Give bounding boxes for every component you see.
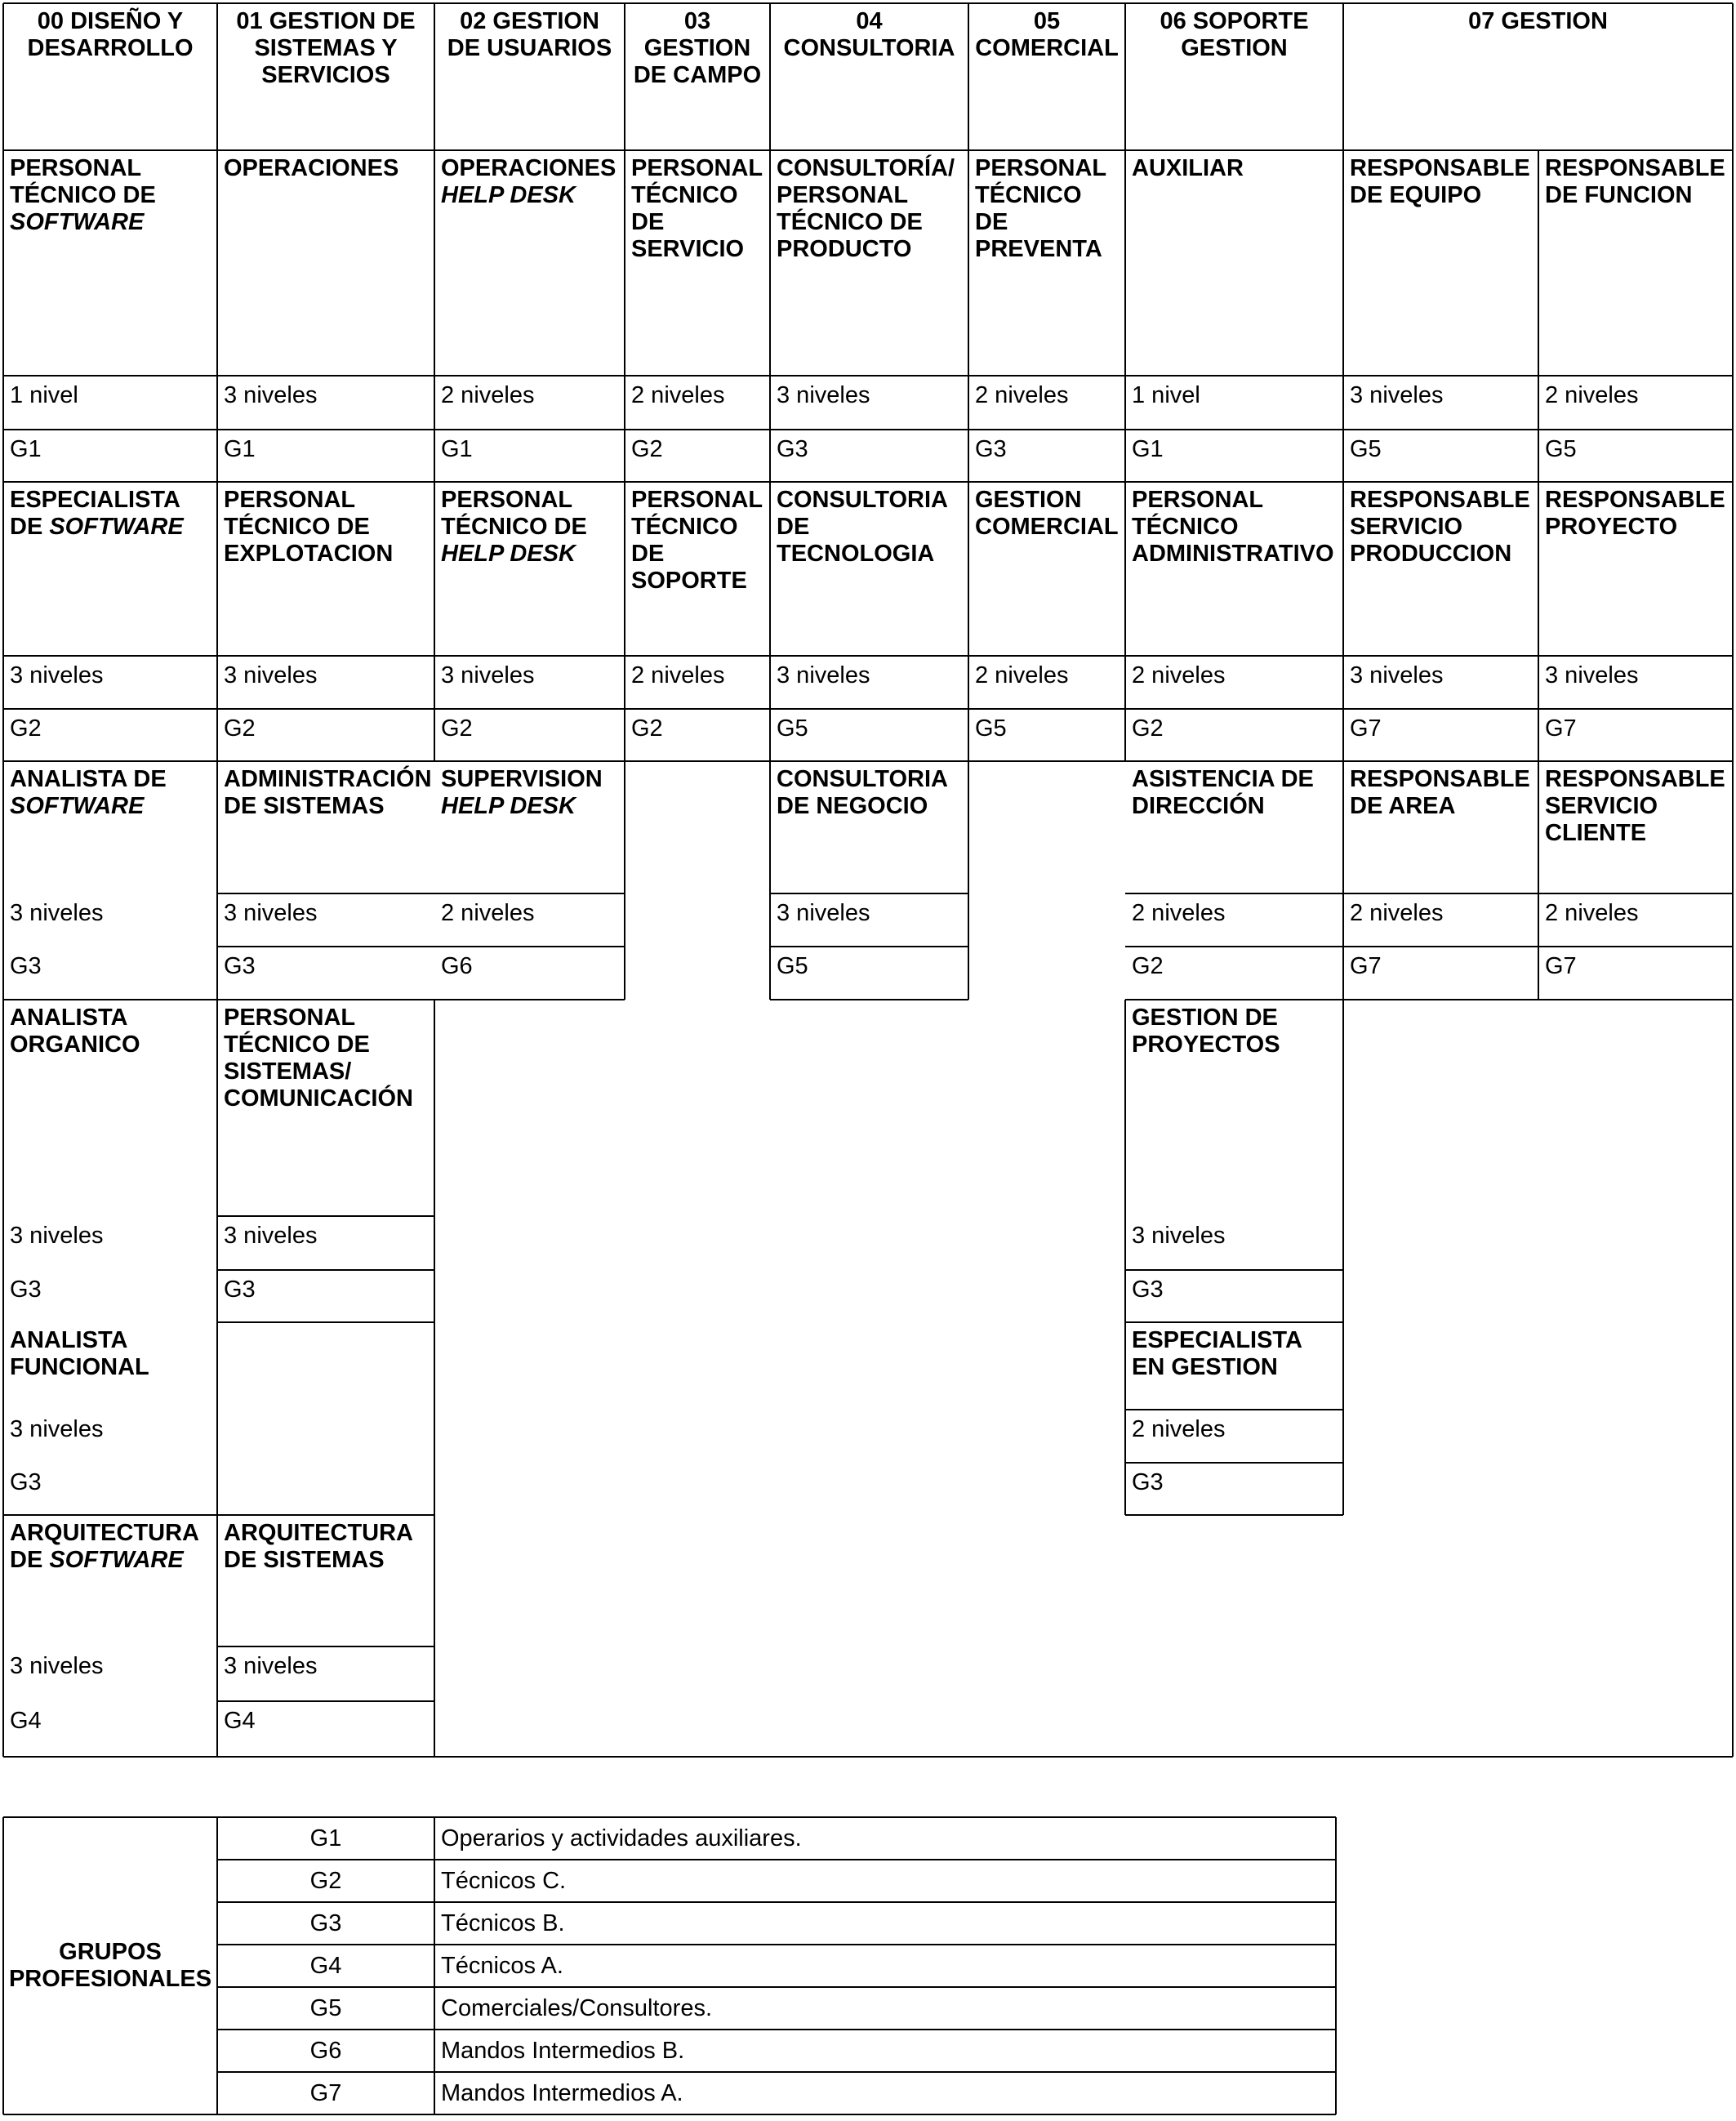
- group-code: G2: [10, 715, 42, 742]
- legend-group-code: G5: [309, 1995, 342, 2021]
- job-title: RESPONSABLE SERVICIO CLIENTE: [1545, 766, 1725, 846]
- table-rule: [434, 1000, 435, 1322]
- levels: 3 niveles: [777, 662, 870, 688]
- legend-rule: [434, 1817, 435, 2114]
- table-rule: [217, 893, 625, 894]
- table-rule: [1125, 893, 1733, 894]
- group-code: G2: [631, 715, 663, 742]
- job-title: [3, 482, 217, 656]
- job-title-text: ARQUITECTURA DE: [10, 1520, 198, 1573]
- job-title: RESPONSABLE PROYECTO: [1545, 487, 1725, 540]
- table-rule: [770, 999, 968, 1000]
- legend-group-code: G3: [309, 1910, 342, 1936]
- levels: 2 niveles: [1132, 900, 1226, 926]
- legend-rule: [217, 2029, 1336, 2030]
- job-title-text: OPERACIONES: [441, 155, 617, 181]
- table-rule: [769, 3, 771, 761]
- legend-group-description: Comerciales/Consultores.: [441, 1995, 713, 2021]
- group-code: G4: [10, 1708, 42, 1734]
- levels: 1 nivel: [10, 382, 78, 408]
- table-rule: [770, 893, 968, 894]
- job-title-italic: SOFTWARE: [10, 793, 145, 819]
- table-rule: [1125, 999, 1733, 1000]
- job-title: RESPONSABLE DE FUNCION: [1545, 155, 1725, 208]
- table-rule: [3, 1514, 434, 1516]
- levels: 3 niveles: [224, 382, 318, 408]
- group-code: G7: [1545, 953, 1577, 979]
- job-title: PERSONAL TÉCNICO DE SISTEMAS/ COMUNICACIÓN: [224, 1005, 413, 1112]
- group-code: G7: [1350, 715, 1382, 742]
- group-code: G3: [777, 436, 808, 462]
- legend-rule: [217, 1901, 1336, 1903]
- table-rule: [1125, 1409, 1343, 1410]
- legend-group-description: Operarios y actividades auxiliares.: [441, 1825, 802, 1851]
- job-title: ASISTENCIA DE DIRECCIÓN: [1132, 766, 1314, 819]
- job-title: PERSONAL TÉCNICO DE SOPORTE: [631, 487, 763, 594]
- group-code: G3: [10, 953, 42, 979]
- table-rule: [1538, 150, 1539, 1000]
- job-title: CONSULTORÍA/ PERSONAL TÉCNICO DE PRODUCTO: [777, 155, 955, 262]
- job-title-italic: SOFTWARE: [10, 209, 145, 235]
- table-rule: [1125, 1462, 1343, 1464]
- job-title: [434, 482, 625, 656]
- group-code: G3: [224, 1277, 256, 1303]
- job-title-italic: HELP DESK: [441, 182, 576, 208]
- legend-group-description: Mandos Intermedios B.: [441, 2038, 685, 2064]
- legend-group-description: Técnicos B.: [441, 1910, 565, 1936]
- legend-group-code: G7: [309, 2080, 342, 2106]
- job-title: [3, 150, 217, 376]
- levels: 3 niveles: [777, 382, 870, 408]
- legend-rule: [1335, 1817, 1337, 2114]
- group-code: G7: [1350, 953, 1382, 979]
- levels: 3 niveles: [10, 1223, 104, 1249]
- table-rule: [769, 761, 771, 1000]
- levels: 3 niveles: [224, 662, 318, 688]
- column-header: 02 GESTION DE USUARIOS: [447, 8, 612, 61]
- job-title: PERSONAL TÉCNICO ADMINISTRATIVO: [1132, 487, 1334, 567]
- legend-group-code: G1: [309, 1825, 342, 1851]
- group-code: G3: [1132, 1469, 1164, 1495]
- job-title: ANALISTA FUNCIONAL: [10, 1327, 149, 1380]
- group-code: G6: [441, 953, 473, 979]
- levels: 2 niveles: [1132, 1416, 1226, 1442]
- levels: 1 nivel: [1132, 382, 1200, 408]
- table-rule: [1125, 1321, 1343, 1323]
- table-rule: [3, 481, 1733, 483]
- job-title: CONSULTORIA DE NEGOCIO: [777, 766, 947, 819]
- levels: 3 niveles: [1350, 662, 1444, 688]
- levels: 3 niveles: [1350, 382, 1444, 408]
- legend-group-description: Mandos Intermedios A.: [441, 2080, 683, 2106]
- legend-group-code: G6: [309, 2038, 342, 2064]
- job-title-text: ESPECIALISTA DE: [10, 487, 180, 540]
- levels: 3 niveles: [10, 1416, 104, 1442]
- table-rule: [217, 1700, 434, 1702]
- legend-label: GRUPOS PROFESIONALES: [8, 1939, 212, 1992]
- table-rule: [3, 149, 1733, 151]
- levels: 3 niveles: [10, 900, 104, 926]
- table-rule: [1124, 3, 1126, 761]
- job-title-italic: HELP DESK: [441, 793, 576, 819]
- group-code: G2: [224, 715, 256, 742]
- group-code: G1: [224, 436, 256, 462]
- job-title: PERSONAL TÉCNICO DE PREVENTA: [975, 155, 1106, 262]
- table-rule: [217, 1646, 434, 1647]
- job-title: GESTION DE PROYECTOS: [1132, 1005, 1280, 1058]
- column-header: 04 CONSULTORIA: [783, 8, 955, 61]
- legend-group-code: G2: [309, 1868, 342, 1894]
- column-header: 00 DISEÑO Y DESARROLLO: [27, 8, 194, 61]
- levels: 2 niveles: [1545, 900, 1639, 926]
- table-rule: [1125, 1514, 1343, 1516]
- job-title: ARQUITECTURA DE SISTEMAS: [224, 1520, 412, 1573]
- group-code: G3: [10, 1277, 42, 1303]
- legend-rule: [2, 1817, 4, 2114]
- table-rule: [1125, 1269, 1343, 1271]
- table-rule: [1125, 946, 1733, 947]
- group-code: G3: [10, 1469, 42, 1495]
- job-title: GESTION COMERCIAL: [975, 487, 1119, 540]
- group-code: G4: [224, 1708, 256, 1734]
- table-rule: [3, 2, 1733, 4]
- levels: 3 niveles: [1132, 1223, 1226, 1249]
- job-title-italic: SOFTWARE: [49, 514, 184, 540]
- job-title: ANALISTA ORGANICO: [10, 1005, 140, 1058]
- job-title: PERSONAL TÉCNICO DE SERVICIO: [631, 155, 763, 262]
- job-title: ESPECIALISTA EN GESTION: [1132, 1327, 1302, 1380]
- group-code: G2: [1132, 715, 1164, 742]
- legend-group-description: Técnicos C.: [441, 1868, 567, 1894]
- table-rule: [217, 1321, 434, 1323]
- levels: 3 niveles: [224, 900, 318, 926]
- levels: 2 niveles: [975, 662, 1069, 688]
- job-title: [3, 761, 217, 893]
- legend-group-code: G4: [309, 1953, 342, 1979]
- job-title-text: ANALISTA DE: [10, 766, 167, 792]
- column-header: 07 GESTION: [1468, 8, 1608, 34]
- legend-group-description: Técnicos A.: [441, 1953, 563, 1979]
- job-title: [3, 1515, 217, 1646]
- job-title-text: PERSONAL TÉCNICO DE: [441, 487, 587, 540]
- group-code: G5: [1545, 436, 1577, 462]
- column-header: 03 GESTION DE CAMPO: [633, 8, 762, 88]
- table-rule: [624, 3, 625, 1000]
- table-rule: [216, 3, 218, 1757]
- levels: 2 niveles: [631, 382, 725, 408]
- group-code: G5: [777, 953, 808, 979]
- levels: 3 niveles: [224, 1223, 318, 1249]
- group-code: G5: [777, 715, 808, 742]
- group-code: G3: [224, 953, 256, 979]
- group-code: G2: [1132, 953, 1164, 979]
- group-code: G5: [1350, 436, 1382, 462]
- table-rule: [1342, 3, 1344, 1515]
- levels: 2 niveles: [441, 382, 535, 408]
- levels: 2 niveles: [1132, 662, 1226, 688]
- levels: 3 niveles: [224, 1653, 318, 1679]
- job-title-text: PERSONAL TÉCNICO DE: [10, 155, 156, 208]
- group-code: G1: [1132, 436, 1164, 462]
- table-rule: [1124, 1000, 1126, 1515]
- legend-rule: [216, 1817, 218, 2114]
- column-header: 06 SOPORTE GESTION: [1160, 8, 1309, 61]
- table-rule: [434, 3, 435, 761]
- legend-rule: [217, 2071, 1336, 2073]
- group-code: G5: [975, 715, 1007, 742]
- job-title-italic: SOFTWARE: [49, 1547, 184, 1573]
- group-code: G3: [1132, 1277, 1164, 1303]
- levels: 3 niveles: [10, 662, 104, 688]
- table-rule: [968, 3, 969, 1000]
- table-rule: [770, 946, 968, 947]
- job-title: RESPONSABLE DE EQUIPO: [1350, 155, 1530, 208]
- table-rule: [3, 655, 1733, 657]
- job-title-italic: HELP DESK: [441, 541, 576, 567]
- table-rule: [1732, 3, 1734, 1757]
- job-title: ADMINISTRACIÓN DE SISTEMAS: [224, 766, 432, 819]
- legend-rule: [217, 1986, 1336, 1988]
- table-rule: [217, 1215, 434, 1217]
- table-rule: [2, 3, 4, 1757]
- job-title: OPERACIONES: [224, 155, 399, 181]
- job-title: [434, 150, 625, 376]
- legend-rule: [3, 2114, 1336, 2115]
- levels: 2 niveles: [1545, 382, 1639, 408]
- group-code: G2: [631, 436, 663, 462]
- group-code: G3: [975, 436, 1007, 462]
- levels: 3 niveles: [441, 662, 535, 688]
- levels: 2 niveles: [975, 382, 1069, 408]
- group-code: G1: [10, 436, 42, 462]
- table-rule: [3, 999, 625, 1000]
- table-rule: [3, 429, 1733, 430]
- job-title: AUXILIAR: [1132, 155, 1244, 181]
- table-rule: [3, 708, 1733, 710]
- levels: 3 niveles: [10, 1653, 104, 1679]
- column-header: 05 COMERCIAL: [975, 8, 1119, 61]
- column-header: 01 GESTION DE SISTEMAS Y SERVICIOS: [236, 8, 416, 88]
- table-rule: [217, 1269, 434, 1271]
- levels: 2 niveles: [631, 662, 725, 688]
- table-rule: [3, 760, 1733, 762]
- table-rule: [3, 375, 1733, 377]
- levels: 3 niveles: [777, 900, 870, 926]
- legend-rule: [3, 1816, 1336, 1818]
- legend-rule: [217, 1859, 1336, 1860]
- job-title: PERSONAL TÉCNICO DE EXPLOTACION: [224, 487, 394, 567]
- job-title: RESPONSABLE SERVICIO PRODUCCION: [1350, 487, 1530, 567]
- table-rule: [3, 1756, 1733, 1758]
- job-title: CONSULTORIA DE TECNOLOGIA: [777, 487, 947, 567]
- levels: 3 niveles: [1545, 662, 1639, 688]
- group-code: G2: [441, 715, 473, 742]
- legend-rule: [217, 1944, 1336, 1945]
- group-code: G1: [441, 436, 473, 462]
- group-code: G7: [1545, 715, 1577, 742]
- job-title-text: SUPERVISION: [441, 766, 603, 792]
- table-rule: [217, 946, 625, 947]
- job-title: [434, 761, 625, 893]
- levels: 2 niveles: [1350, 900, 1444, 926]
- job-title: RESPONSABLE DE AREA: [1350, 766, 1530, 819]
- levels: 2 niveles: [441, 900, 535, 926]
